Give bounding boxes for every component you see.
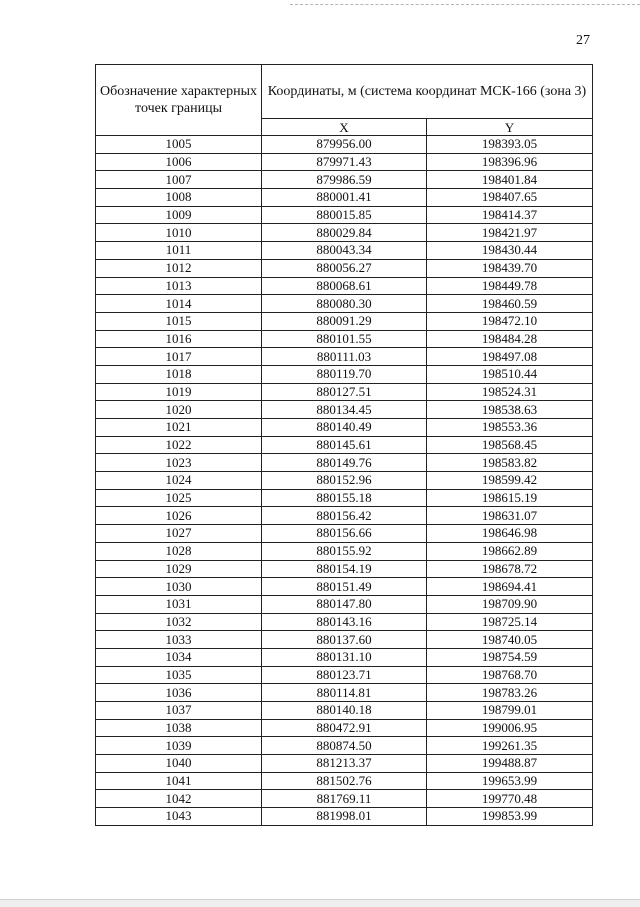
table-row bbox=[96, 259, 593, 277]
y-coordinate-cell: 199488.87 bbox=[427, 755, 593, 773]
point-id-cell: 1011 bbox=[96, 242, 262, 260]
y-coordinate-cell: 198583.82 bbox=[427, 454, 593, 472]
x-coordinate-cell: 880145.61 bbox=[262, 436, 427, 454]
point-id-cell: 1016 bbox=[96, 330, 262, 348]
point-id-cell: 1013 bbox=[96, 277, 262, 295]
x-coordinate-cell: 880472.91 bbox=[262, 719, 427, 737]
x-coordinate-cell: 880101.55 bbox=[262, 330, 427, 348]
y-coordinate-cell: 198678.72 bbox=[427, 560, 593, 578]
x-coordinate-cell: 880147.80 bbox=[262, 595, 427, 613]
y-coordinate-cell: 198449.78 bbox=[427, 277, 593, 295]
x-coordinate-cell: 880114.81 bbox=[262, 684, 427, 702]
y-coordinate-cell: 199006.95 bbox=[427, 719, 593, 737]
point-id-cell: 1033 bbox=[96, 631, 262, 649]
point-id-cell: 1038 bbox=[96, 719, 262, 737]
y-coordinate-cell: 198568.45 bbox=[427, 436, 593, 454]
x-coordinate-cell: 880015.85 bbox=[262, 206, 427, 224]
coordinates-table bbox=[95, 64, 593, 826]
scan-top-rule bbox=[290, 4, 640, 5]
point-id-cell: 1008 bbox=[96, 189, 262, 207]
point-id-cell: 1029 bbox=[96, 560, 262, 578]
point-id-cell: 1009 bbox=[96, 206, 262, 224]
y-coordinate-cell: 198631.07 bbox=[427, 507, 593, 525]
point-id-cell: 1017 bbox=[96, 348, 262, 366]
header-coordinates: Координаты, м (система координат МСК-166 (зона 3) bbox=[262, 65, 593, 119]
y-coordinate-cell: 198599.42 bbox=[427, 472, 593, 490]
table-row bbox=[96, 507, 593, 525]
x-coordinate-cell: 880155.18 bbox=[262, 489, 427, 507]
table-row bbox=[96, 648, 593, 666]
table-row bbox=[96, 578, 593, 596]
table-row bbox=[96, 330, 593, 348]
table-row bbox=[96, 613, 593, 631]
table-row bbox=[96, 489, 593, 507]
table-row bbox=[96, 365, 593, 383]
y-coordinate-cell: 198430.44 bbox=[427, 242, 593, 260]
point-id-cell: 1027 bbox=[96, 525, 262, 543]
point-id-cell: 1037 bbox=[96, 702, 262, 720]
x-coordinate-cell: 880127.51 bbox=[262, 383, 427, 401]
table-row bbox=[96, 666, 593, 684]
y-coordinate-cell: 198401.84 bbox=[427, 171, 593, 189]
point-id-cell: 1031 bbox=[96, 595, 262, 613]
table-row bbox=[96, 436, 593, 454]
header-x: X bbox=[262, 119, 427, 136]
x-coordinate-cell: 879971.43 bbox=[262, 153, 427, 171]
x-coordinate-cell: 880111.03 bbox=[262, 348, 427, 366]
table-row bbox=[96, 312, 593, 330]
point-id-cell: 1028 bbox=[96, 542, 262, 560]
x-coordinate-cell: 880156.42 bbox=[262, 507, 427, 525]
x-coordinate-cell: 881769.11 bbox=[262, 790, 427, 808]
table-row bbox=[96, 560, 593, 578]
x-coordinate-cell: 881213.37 bbox=[262, 755, 427, 773]
x-coordinate-cell: 880137.60 bbox=[262, 631, 427, 649]
point-id-cell: 1021 bbox=[96, 419, 262, 437]
y-coordinate-cell: 198538.63 bbox=[427, 401, 593, 419]
x-coordinate-cell: 880091.29 bbox=[262, 312, 427, 330]
x-coordinate-cell: 880131.10 bbox=[262, 648, 427, 666]
point-id-cell: 1012 bbox=[96, 259, 262, 277]
x-coordinate-cell: 880154.19 bbox=[262, 560, 427, 578]
x-coordinate-cell: 880140.49 bbox=[262, 419, 427, 437]
point-id-cell: 1042 bbox=[96, 790, 262, 808]
point-id-cell: 1014 bbox=[96, 295, 262, 313]
y-coordinate-cell: 198783.26 bbox=[427, 684, 593, 702]
table-row bbox=[96, 684, 593, 702]
y-coordinate-cell: 198460.59 bbox=[427, 295, 593, 313]
table-row bbox=[96, 755, 593, 773]
x-coordinate-cell: 879986.59 bbox=[262, 171, 427, 189]
x-coordinate-cell: 880001.41 bbox=[262, 189, 427, 207]
point-id-cell: 1036 bbox=[96, 684, 262, 702]
y-coordinate-cell: 198694.41 bbox=[427, 578, 593, 596]
y-coordinate-cell: 198524.31 bbox=[427, 383, 593, 401]
table-row bbox=[96, 737, 593, 755]
table-row bbox=[96, 171, 593, 189]
x-coordinate-cell: 880043.34 bbox=[262, 242, 427, 260]
header-points: Обозначение характерных точек границы bbox=[96, 65, 262, 136]
point-id-cell: 1023 bbox=[96, 454, 262, 472]
point-id-cell: 1034 bbox=[96, 648, 262, 666]
table-row bbox=[96, 206, 593, 224]
x-coordinate-cell: 880123.71 bbox=[262, 666, 427, 684]
table-row bbox=[96, 772, 593, 790]
table-row bbox=[96, 383, 593, 401]
x-coordinate-cell: 879956.00 bbox=[262, 136, 427, 154]
x-coordinate-cell: 880119.70 bbox=[262, 365, 427, 383]
table-row bbox=[96, 419, 593, 437]
x-coordinate-cell: 880080.30 bbox=[262, 295, 427, 313]
y-coordinate-cell: 198646.98 bbox=[427, 525, 593, 543]
table-body bbox=[96, 136, 593, 826]
table-row bbox=[96, 348, 593, 366]
y-coordinate-cell: 198407.65 bbox=[427, 189, 593, 207]
y-coordinate-cell: 198472.10 bbox=[427, 312, 593, 330]
table-row bbox=[96, 472, 593, 490]
y-coordinate-cell: 198421.97 bbox=[427, 224, 593, 242]
y-coordinate-cell: 198396.96 bbox=[427, 153, 593, 171]
point-id-cell: 1024 bbox=[96, 472, 262, 490]
table-row bbox=[96, 808, 593, 826]
y-coordinate-cell: 198553.36 bbox=[427, 419, 593, 437]
table-row bbox=[96, 719, 593, 737]
point-id-cell: 1040 bbox=[96, 755, 262, 773]
table-row bbox=[96, 595, 593, 613]
point-id-cell: 1022 bbox=[96, 436, 262, 454]
point-id-cell: 1030 bbox=[96, 578, 262, 596]
y-coordinate-cell: 198740.05 bbox=[427, 631, 593, 649]
page-number: 27 bbox=[576, 33, 590, 48]
table-header bbox=[96, 65, 593, 136]
table-row bbox=[96, 295, 593, 313]
point-id-cell: 1025 bbox=[96, 489, 262, 507]
table-row bbox=[96, 790, 593, 808]
header-y: Y bbox=[427, 119, 593, 136]
table-row bbox=[96, 525, 593, 543]
table-row bbox=[96, 454, 593, 472]
point-id-cell: 1005 bbox=[96, 136, 262, 154]
x-coordinate-cell: 880155.92 bbox=[262, 542, 427, 560]
x-coordinate-cell: 880029.84 bbox=[262, 224, 427, 242]
point-id-cell: 1020 bbox=[96, 401, 262, 419]
y-coordinate-cell: 198768.70 bbox=[427, 666, 593, 684]
point-id-cell: 1032 bbox=[96, 613, 262, 631]
y-coordinate-cell: 198662.89 bbox=[427, 542, 593, 560]
table-row bbox=[96, 242, 593, 260]
y-coordinate-cell: 198414.37 bbox=[427, 206, 593, 224]
table-row bbox=[96, 153, 593, 171]
point-id-cell: 1010 bbox=[96, 224, 262, 242]
x-coordinate-cell: 881502.76 bbox=[262, 772, 427, 790]
y-coordinate-cell: 198439.70 bbox=[427, 259, 593, 277]
y-coordinate-cell: 198484.28 bbox=[427, 330, 593, 348]
point-id-cell: 1043 bbox=[96, 808, 262, 826]
point-id-cell: 1015 bbox=[96, 312, 262, 330]
x-coordinate-cell: 880056.27 bbox=[262, 259, 427, 277]
point-id-cell: 1006 bbox=[96, 153, 262, 171]
y-coordinate-cell: 198510.44 bbox=[427, 365, 593, 383]
point-id-cell: 1007 bbox=[96, 171, 262, 189]
point-id-cell: 1018 bbox=[96, 365, 262, 383]
x-coordinate-cell: 881998.01 bbox=[262, 808, 427, 826]
table-row bbox=[96, 224, 593, 242]
table-row bbox=[96, 136, 593, 154]
point-id-cell: 1026 bbox=[96, 507, 262, 525]
table-row bbox=[96, 631, 593, 649]
table-row bbox=[96, 401, 593, 419]
point-id-cell: 1035 bbox=[96, 666, 262, 684]
point-id-cell: 1041 bbox=[96, 772, 262, 790]
y-coordinate-cell: 198799.01 bbox=[427, 702, 593, 720]
y-coordinate-cell: 199853.99 bbox=[427, 808, 593, 826]
table-row bbox=[96, 542, 593, 560]
y-coordinate-cell: 199261.35 bbox=[427, 737, 593, 755]
x-coordinate-cell: 880156.66 bbox=[262, 525, 427, 543]
y-coordinate-cell: 198393.05 bbox=[427, 136, 593, 154]
y-coordinate-cell: 198497.08 bbox=[427, 348, 593, 366]
x-coordinate-cell: 880134.45 bbox=[262, 401, 427, 419]
header-row-main bbox=[96, 65, 593, 119]
x-coordinate-cell: 880874.50 bbox=[262, 737, 427, 755]
y-coordinate-cell: 198725.14 bbox=[427, 613, 593, 631]
x-coordinate-cell: 880143.16 bbox=[262, 613, 427, 631]
y-coordinate-cell: 198709.90 bbox=[427, 595, 593, 613]
x-coordinate-cell: 880149.76 bbox=[262, 454, 427, 472]
point-id-cell: 1019 bbox=[96, 383, 262, 401]
x-coordinate-cell: 880151.49 bbox=[262, 578, 427, 596]
y-coordinate-cell: 198615.19 bbox=[427, 489, 593, 507]
point-id-cell: 1039 bbox=[96, 737, 262, 755]
table-row bbox=[96, 702, 593, 720]
table-row bbox=[96, 189, 593, 207]
x-coordinate-cell: 880068.61 bbox=[262, 277, 427, 295]
y-coordinate-cell: 199653.99 bbox=[427, 772, 593, 790]
x-coordinate-cell: 880140.18 bbox=[262, 702, 427, 720]
y-coordinate-cell: 199770.48 bbox=[427, 790, 593, 808]
y-coordinate-cell: 198754.59 bbox=[427, 648, 593, 666]
table-row bbox=[96, 277, 593, 295]
x-coordinate-cell: 880152.96 bbox=[262, 472, 427, 490]
